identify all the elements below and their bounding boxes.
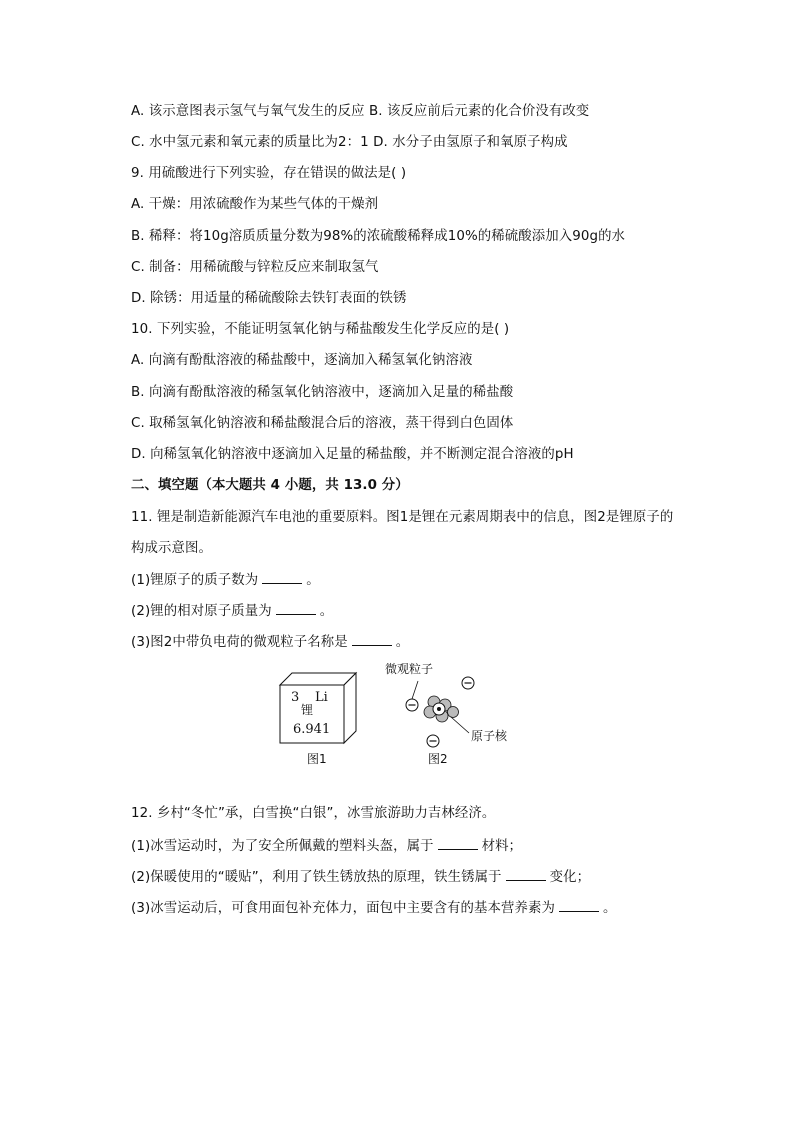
q12-sub3-text: (3)冰雪运动后，可食用面包补充体力，面包中主要含有的基本营养素为 — [131, 901, 555, 916]
fig1-caption: 图1 — [307, 752, 327, 766]
q11-sub3 — [131, 633, 409, 652]
answer-blank[interactable] — [352, 633, 392, 646]
q12-sub1-text: (1)冰雪运动时，为了安全所佩戴的塑料头盔，属于 — [131, 839, 434, 854]
atomic-mass: 6.941 — [293, 722, 331, 737]
q11-sub2-end: 。 — [319, 604, 334, 619]
q12-stem: 12. 乡村“冬忙”承，白雪换“白银”，冰雪旅游助力吉林经济。 — [131, 806, 496, 821]
element-name: 锂 — [301, 703, 314, 717]
q12-sub3-end: 。 — [602, 901, 617, 916]
q8-options-ab: A. 该示意图表示氢气与氧气发生的反应 B. 该反应前后元素的化合价没有改变 — [131, 104, 590, 119]
electron-icon — [462, 677, 474, 689]
q10-stem: 10. 下列实验，不能证明氢氧化钠与稀盐酸发生化学反应的是( ) — [131, 322, 510, 337]
particle-label: 微观粒子 — [385, 662, 434, 676]
q10-option-d: D. 向稀氢氧化钠溶液中逐滴加入足量的稀盐酸，并不断测定混合溶液的pH — [131, 447, 574, 462]
nucleus-icon — [424, 696, 459, 722]
q9-option-c: C. 制备：用稀硫酸与锌粒反应来制取氢气 — [131, 260, 379, 275]
q12-sub3 — [131, 899, 616, 918]
q11-sub2 — [131, 602, 333, 621]
answer-blank[interactable] — [262, 571, 302, 584]
q11-sub3-end: 。 — [395, 635, 410, 650]
answer-blank[interactable] — [506, 868, 546, 881]
q8-options-cd: C. 水中氢元素和氧元素的质量比为2：1 D. 水分子由氢原子和氧原子构成 — [131, 135, 568, 150]
atomic-number: 3 — [291, 690, 300, 705]
q11-sub1 — [131, 571, 320, 590]
electron-icon — [427, 735, 439, 747]
answer-blank[interactable] — [276, 602, 316, 615]
q11-sub3-text: (3)图2中带负电荷的微观粒子名称是 — [131, 635, 348, 650]
q9-option-b: B. 稀释：将10g溶质质量分数为98%的浓硫酸稀释成10%的稀硫酸添加入90g的水 — [131, 229, 626, 244]
element-cell — [280, 673, 356, 766]
q11-sub1-end: 。 — [306, 573, 320, 588]
q12-sub2-text: (2)保暖使用的“暖贴”，利用了铁生锈放热的原理，铁生锈属于 — [131, 870, 502, 885]
q12-sub2 — [131, 868, 590, 887]
answer-blank[interactable] — [438, 837, 478, 850]
q9-option-a: A. 干燥：用浓硫酸作为某些气体的干燥剂 — [131, 197, 379, 212]
q10-option-a: A. 向滴有酚酞溶液的稀盐酸中，逐滴加入稀氢氧化钠溶液 — [131, 353, 473, 368]
q11-sub2-text: (2)锂的相对原子质量为 — [131, 604, 272, 619]
element-symbol: Li — [315, 690, 328, 705]
answer-blank[interactable] — [559, 899, 599, 912]
q12-sub1 — [131, 837, 522, 856]
electron-icon — [406, 699, 418, 711]
lithium-figure — [275, 655, 525, 770]
atom-diagram — [385, 661, 508, 766]
q11-stem: 11. 锂是制造新能源汽车电池的重要原料。图1是锂在元素周期表中的信息，图2是锂原子的 — [131, 510, 674, 525]
q10-option-c: C. 取稀氢氧化钠溶液和稀盐酸混合后的溶液，蒸干得到白色固体 — [131, 416, 514, 431]
q12-sub1-end: 材料； — [481, 839, 523, 854]
q11-stem-cont: 构成示意图。 — [131, 541, 212, 556]
q12-sub2-end: 变化； — [549, 870, 591, 885]
q11-sub1-text: (1)锂原子的质子数为 — [131, 573, 259, 588]
q10-option-b: B. 向滴有酚酞溶液的稀氢氧化钠溶液中，逐滴加入足量的稀盐酸 — [131, 385, 514, 400]
fig2-caption: 图2 — [428, 752, 448, 766]
section-heading: 二、填空题（本大题共 4 小题，共 13.0 分） — [131, 478, 409, 493]
q9-stem: 9. 用硫酸进行下列实验，存在错误的做法是( ) — [131, 166, 407, 181]
q9-option-d: D. 除锈：用适量的稀硫酸除去铁钉表面的铁锈 — [131, 291, 407, 306]
nucleus-label: 原子核 — [471, 729, 508, 743]
